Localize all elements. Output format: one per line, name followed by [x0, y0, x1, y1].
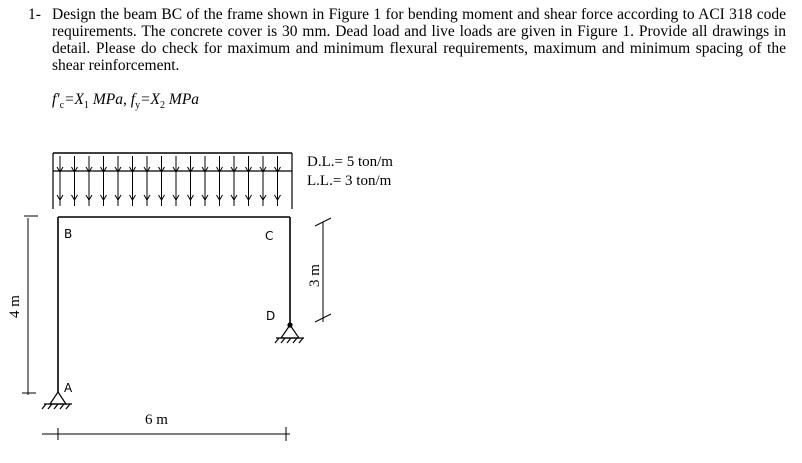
problem-number: 1-	[28, 6, 41, 23]
node-c-label: C	[265, 229, 274, 243]
dim-height-right-label: 3 m	[307, 264, 323, 287]
problem-text: Design the beam BC of the frame shown in Figure 1 for bending moment and shear force according to ACI 318 code requirements. The concrete cover is 30 mm. Dead load and live loads are given in Figure 1. Provide all drawings in detail. Please do check for maximum and minimum flexural requirements, maximum and minimum spacing of the shear reinforcement.	[52, 6, 786, 74]
fy-subscript: y	[135, 100, 141, 112]
support-d	[275, 323, 304, 343]
fc-value: =X	[64, 91, 85, 108]
node-d-label: D	[266, 309, 276, 323]
fc-index: 1	[84, 100, 90, 112]
dead-load-label: D.L.= 5 ton/m	[307, 154, 393, 170]
fy-symbol: f	[130, 91, 136, 108]
node-a-label: A	[64, 381, 73, 395]
fc-unit: MPa,	[89, 91, 131, 108]
live-load-label: L.L.= 3 ton/m	[307, 173, 392, 189]
fc-symbol: f'	[52, 91, 60, 108]
dim-height-left-label: 4 m	[7, 295, 23, 318]
fy-unit: MPa	[165, 91, 200, 108]
fy-value: =X	[140, 91, 161, 108]
fc-subscript: c	[59, 100, 65, 112]
load-arrows	[57, 156, 281, 206]
dimension-lines	[22, 216, 331, 441]
distributed-load	[53, 153, 292, 209]
node-b-label: B	[64, 227, 73, 241]
dim-span-label: 6 m	[145, 412, 168, 428]
fy-index: 2	[160, 100, 166, 112]
frame-members	[58, 217, 290, 392]
